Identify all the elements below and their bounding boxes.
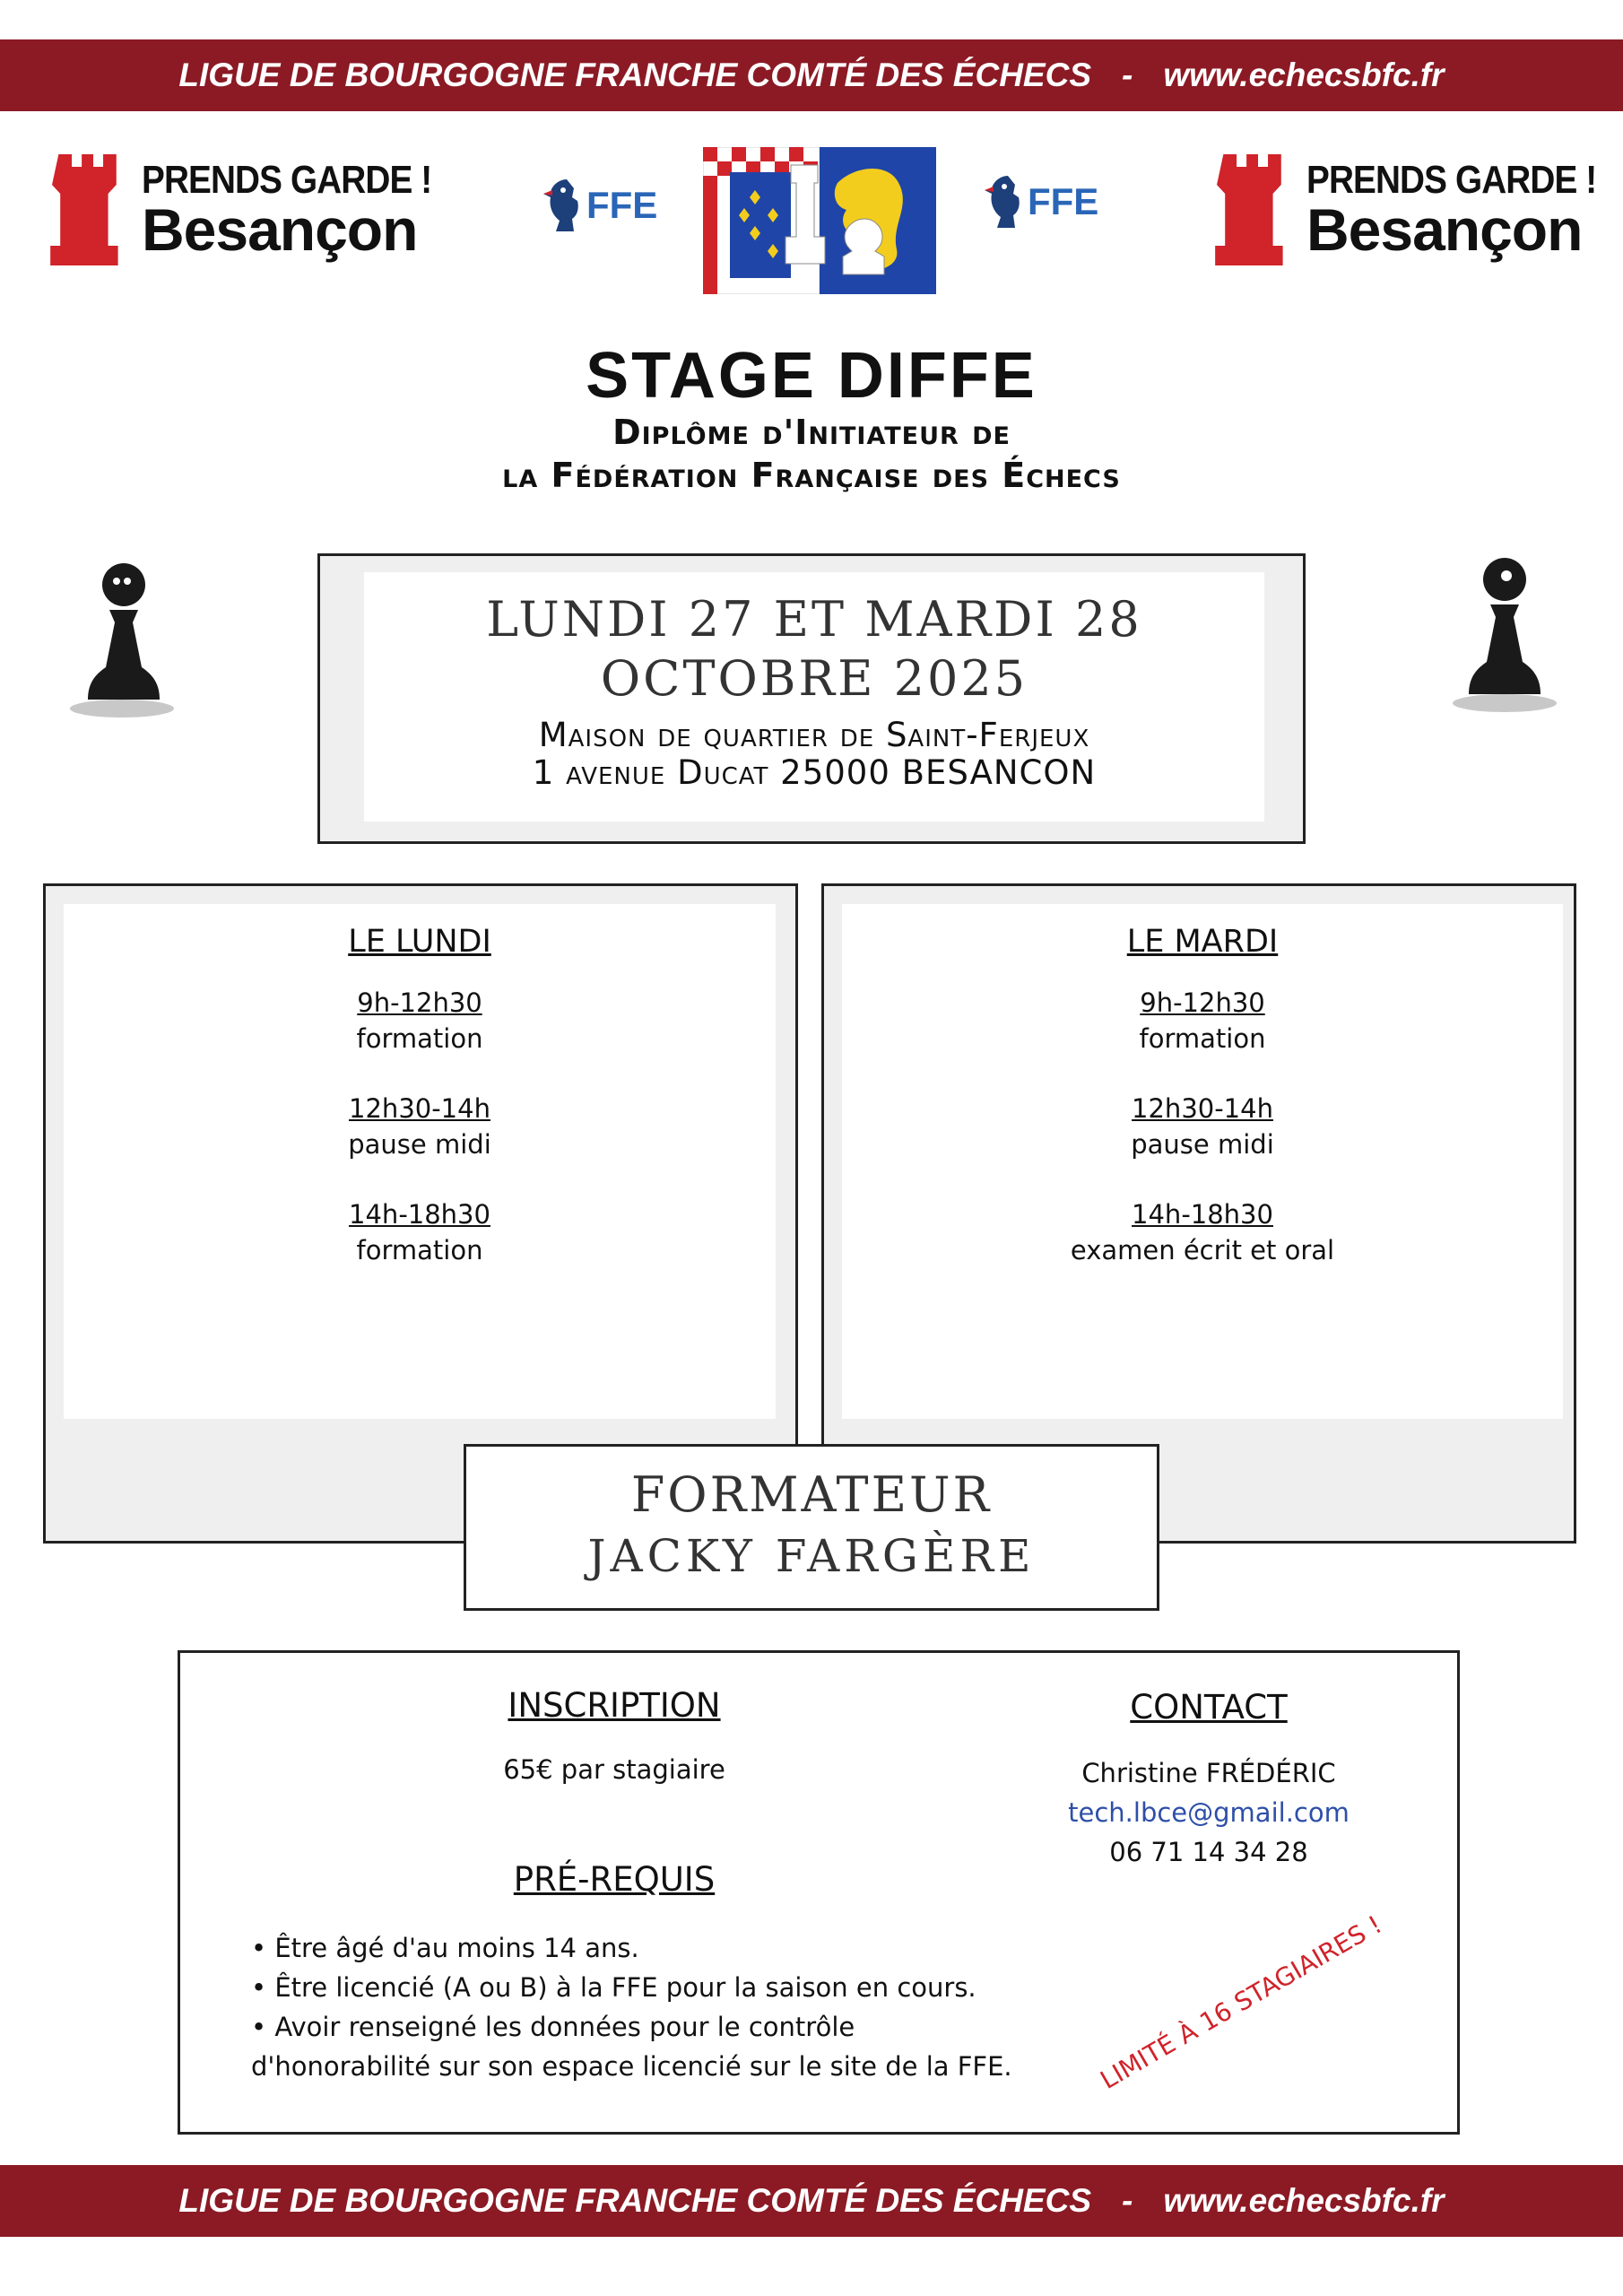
contact-heading: CONTACT — [1130, 1688, 1288, 1726]
prereq-item: • Être licencié (A ou B) à la FFE pour la saison en cours. — [251, 1972, 976, 2003]
prereq-item: • Être âgé d'au moins 14 ans. — [251, 1933, 639, 1963]
prereq-item: • Avoir renseigné les données pour le contrôle — [251, 2012, 855, 2042]
contact-phone: 06 71 14 34 28 — [1109, 1837, 1308, 1867]
ffe-logo-left — [540, 178, 657, 233]
rook-icon — [1213, 154, 1290, 265]
footer-site: www.echecsbfc.fr — [1163, 2182, 1445, 2219]
inscription-price: 65€ par stagiaire — [503, 1754, 725, 1785]
subtitle-line-1: Diplôme d'Initiateur de — [612, 413, 1011, 452]
ffe-label: FFE — [586, 184, 658, 226]
header-site: www.echecsbfc.fr — [1163, 57, 1445, 93]
slot-time: 12h30-14h — [1132, 1093, 1273, 1124]
tuesday-schedule — [842, 924, 1563, 1302]
league-crest-icon — [703, 147, 936, 294]
rook-icon — [48, 154, 126, 265]
slot-time: 12h30-14h — [349, 1093, 490, 1124]
slot-time: 14h-18h30 — [1132, 1199, 1273, 1230]
club-logo-right — [1213, 154, 1623, 265]
ffe-label: FFE — [1028, 180, 1099, 222]
contact-email-link[interactable]: tech.lbce@gmail.com — [1068, 1797, 1350, 1828]
club-logo-title: PRENDS GARDE ! — [142, 158, 432, 202]
schedule-slot — [842, 1091, 1563, 1162]
subtitle-line-2: la Fédération Française des Échecs — [502, 456, 1121, 495]
footer-separator: - — [1122, 2182, 1133, 2219]
header-separator: - — [1122, 57, 1133, 93]
club-logo-city: Besançon — [1306, 196, 1583, 263]
footer-band — [0, 2165, 1623, 2237]
pawn-icon — [1447, 552, 1562, 714]
trainer-box — [464, 1444, 1159, 1611]
slot-time: 14h-18h30 — [349, 1199, 490, 1230]
limit-note: LIMITÉ À 16 STAGIAIRES ! — [1095, 1909, 1387, 2095]
schedule-slot — [842, 1196, 1563, 1268]
slot-activity: formation — [356, 1235, 483, 1265]
rooster-icon — [981, 174, 1024, 230]
club-logo-left — [48, 154, 471, 265]
prereq-list — [251, 1928, 1058, 2086]
schedule-slot — [64, 1196, 776, 1268]
title-main: STAGE DIFFE — [586, 340, 1037, 412]
inscription-heading: INSCRIPTION — [508, 1686, 721, 1725]
pawn-icon — [65, 558, 179, 719]
slot-activity: formation — [356, 1023, 483, 1054]
event-address: 1 avenue Ducat 25000 BESANCON — [532, 753, 1097, 792]
event-dates-line-2: OCTOBRE 2025 — [600, 650, 1028, 707]
prereq-item: d'honorabilité sur son espace licencié sur le site de la FFE. — [251, 2051, 1012, 2082]
schedule-slot — [64, 985, 776, 1057]
monday-schedule — [64, 924, 776, 1302]
slot-activity: pause midi — [1131, 1129, 1274, 1160]
monday-heading: LE LUNDI — [348, 924, 491, 960]
slot-activity: pause midi — [348, 1129, 491, 1160]
club-logo-city: Besançon — [142, 196, 418, 263]
slot-activity: formation — [1139, 1023, 1266, 1054]
prereq-heading: PRÉ-REQUIS — [513, 1860, 716, 1899]
event-panel — [364, 572, 1264, 822]
event-place: Maison de quartier de Saint-Ferjeux — [538, 716, 1090, 754]
schedule-slot — [842, 985, 1563, 1057]
slot-activity: examen écrit et oral — [1070, 1235, 1335, 1265]
club-logo-title: PRENDS GARDE ! — [1306, 158, 1597, 202]
trainer-name: JACKY FARGÈRE — [587, 1530, 1036, 1582]
page-title — [0, 339, 1623, 413]
event-dates-line-1: LUNDI 27 ET MARDI 28 — [486, 591, 1142, 648]
tuesday-heading: LE MARDI — [1126, 924, 1279, 960]
slot-time: 9h-12h30 — [1140, 987, 1265, 1018]
slot-time: 9h-12h30 — [357, 987, 482, 1018]
trainer-label: FORMATEUR — [630, 1466, 993, 1523]
contact-name: Christine FRÉDÉRIC — [1081, 1758, 1336, 1788]
header-org: LIGUE DE BOURGOGNE FRANCHE COMTÉ DES ÉCHECS — [178, 57, 1091, 93]
ffe-logo-right — [981, 174, 1098, 230]
header-band — [0, 39, 1623, 111]
footer-org: LIGUE DE BOURGOGNE FRANCHE COMTÉ DES ÉCHECS — [178, 2182, 1091, 2219]
schedule-slot — [64, 1091, 776, 1162]
rooster-icon — [540, 178, 583, 233]
